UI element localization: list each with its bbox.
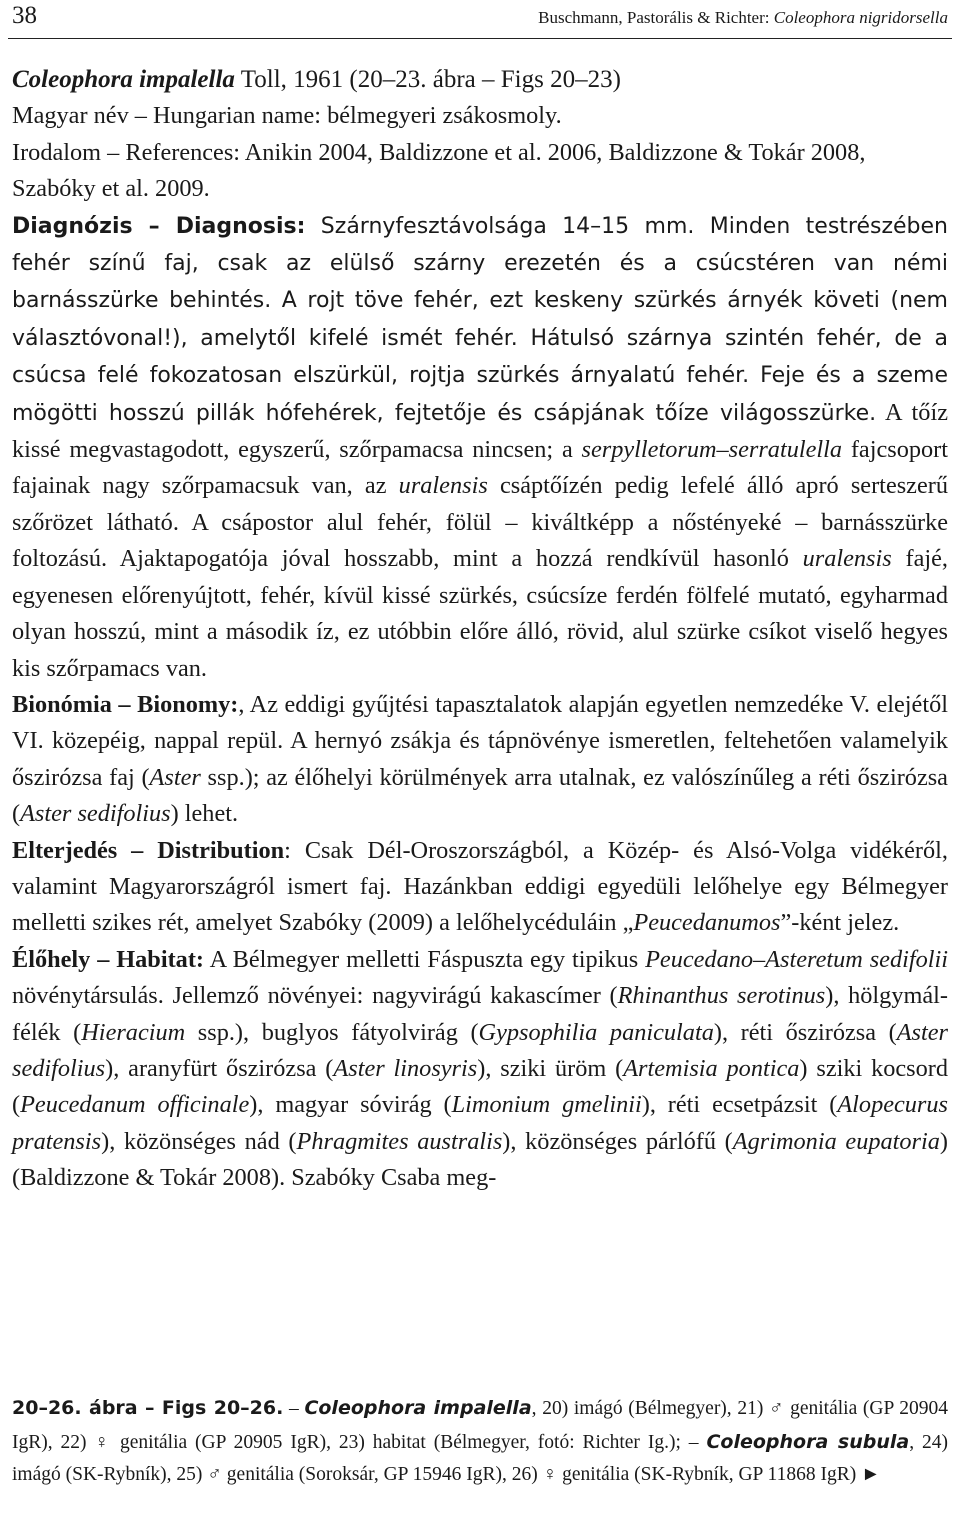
habitat-text: ), hölgymál-félék (	[12, 982, 948, 1046]
habitat-text: A Bélmegyer melletti Fáspuszta egy tipikus	[204, 945, 646, 973]
page-number: 38	[12, 2, 37, 29]
diagnosis-text: A tőíz kissé megvastagodott, egyszerű, szőrpamacsa nincsen; a	[12, 398, 948, 464]
habitat-italic: Agrimonia eupatoria	[732, 1127, 940, 1155]
page-header	[12, 0, 948, 40]
distribution-italic: Peucedanumos	[633, 909, 781, 937]
diagnosis-text: csáptőízén pedig lefelé álló apró serteszerű szőrözet látható. A csápostor alul fehér, fölül – kiváltképp a nőstényeké – barnásszürke foltozású. Ajaktapogatója jóval hosszabb, mint a hozzá rendkívül hasonló	[12, 472, 948, 573]
distribution-text: ”-ként jelez.	[780, 909, 900, 937]
diagnosis-text: fajé, egyenesen előrenyújtott, fehér, kívül kissé szürkés, csúcsíze ferdén fölfelé mutató, egyharmad olyan hosszú, mint a második íz, ez utóbbin előre álló, rövid, alul szürke csíkot viselő hegyes kis szőrpamacs van.	[12, 545, 948, 682]
hungarian-name-line: Magyar név – Hungarian name: bélmegyeri zsákosmoly.	[12, 102, 562, 130]
habitat-italic: Alopecurus pratensis	[12, 1091, 948, 1155]
habitat-italic: Artemisia pontica	[623, 1054, 800, 1082]
habitat-italic: Limonium gmelinii	[451, 1091, 642, 1119]
species-authority: Toll, 1961 (20–23. ábra – Figs 20–23)	[234, 66, 621, 93]
running-head-title: Coleophora nigridorsella	[773, 8, 948, 27]
caption-species-1: Coleophora impalella	[304, 1397, 532, 1419]
diagnosis-text: fajcsoport fajainak nagy szőrpamacsuk van, az	[12, 436, 948, 500]
habitat-italic: Peucedanum officinale	[20, 1091, 250, 1119]
distribution-text: : Csak Dél-Oroszországból, a Közép- és Alsó-Volga vidékéről, valamint Magyarországról ismert faj. Hazánkban eddigi egyedüli lelőhelye egy Bélmegyer melletti szikes rét, amelyet Szabóky (2009) a lelőhelycéduláin „	[12, 836, 948, 937]
habitat-italic: Aster sedifolius	[12, 1018, 949, 1082]
habitat-text: növénytársulás. Jellemző növényei: nagyvirágú kakascímer (	[12, 982, 618, 1010]
habitat-text: ), réti őszirózsa (	[713, 1018, 897, 1046]
distribution-label: Elterjedés – Distribution	[12, 836, 285, 864]
species-name: Coleophora impalella	[12, 66, 235, 93]
bionomy-text: ) lehet.	[170, 800, 239, 828]
bionomy-italic: Aster	[149, 763, 201, 791]
habitat-text: ), közönséges nád (	[101, 1127, 297, 1155]
habitat-italic: Peucedano–Asteretum sedifolii	[645, 945, 948, 973]
habitat-italic: Rhinanthus serotinus	[617, 982, 826, 1010]
diagnosis-italic: uralensis	[398, 472, 488, 500]
article-body	[12, 62, 948, 1197]
habitat-text: ssp.), buglyos fátyolvirág (	[185, 1018, 479, 1046]
references-line: Irodalom – References: Anikin 2004, Baldizzone et al. 2006, Baldizzone & Tokár 2008, Szabóky et al. 2009.	[12, 138, 866, 203]
caption-species-2: Coleophora subula	[706, 1430, 910, 1453]
habitat-text: ) (Baldizzone & Tokár 2008). Szabóky Csaba meg-	[12, 1127, 948, 1192]
habitat-text: ), sziki üröm (	[477, 1054, 624, 1082]
header-rule	[8, 38, 952, 39]
habitat-italic: Gypsophilia paniculata	[478, 1018, 714, 1046]
diagnosis-italic: serpylletorum–serratulella	[581, 436, 843, 464]
species-title	[12, 62, 948, 98]
habitat-text: ), közönséges párlófű (	[502, 1127, 733, 1155]
habitat-text: ), réti ecsetpázsit (	[641, 1091, 838, 1119]
caption-label: 20–26. ábra – Figs 20–26.	[12, 1397, 284, 1419]
caption-text: , 20) imágó (Bélmegyer), 21) ♂ genitália (GP 20904 IgR), 22) ♀ genitália (GP 20905 IgR), 23) habitat (Bélmegyer, fotó: Richter Ig.); –	[12, 1398, 949, 1453]
bionomy-text: , Az eddigi gyűjtési tapasztalatok alapján egyetlen nemzedéke V. elejétől VI. közepéig, nappal repül. A hernyó zsákja és tápnövénye ismeretlen, feltehetően valamelyik őszirózsa faj (	[12, 690, 948, 791]
caption-text: –	[283, 1398, 305, 1419]
running-head-authors: Buschmann, Pastorális & Richter:	[538, 8, 774, 27]
habitat-text: ), aranyfürt őszirózsa (	[105, 1054, 334, 1082]
bionomy-label: Bionómia – Bionomy:	[12, 690, 239, 718]
diagnosis-label: Diagnózis – Diagnosis:	[12, 213, 306, 239]
habitat-italic: Aster linosyris	[333, 1054, 478, 1082]
habitat-text: ) sziki kocsord (	[12, 1054, 949, 1119]
bionomy-paragraph	[12, 687, 948, 833]
habitat-label: Élőhely – Habitat:	[12, 945, 204, 973]
habitat-paragraph	[12, 942, 948, 1197]
diagnosis-italic: uralensis	[802, 545, 892, 573]
distribution-paragraph	[12, 833, 948, 942]
running-head	[538, 8, 948, 28]
habitat-italic: Phragmites australis	[296, 1127, 503, 1155]
habitat-italic: Hieracium	[81, 1018, 186, 1046]
bionomy-italic: Aster sedifolius	[20, 800, 171, 828]
figure-caption	[12, 1392, 948, 1492]
caption-text: , 24) imágó (SK-Rybník), 25) ♂ genitália (Soroksár, GP 15946 IgR), 26) ♀ genitália (SK-Rybník, GP 11868 IgR) ►	[12, 1431, 949, 1485]
diagnosis-text-sans: Szárnyfesztávolsága 14–15 mm. Minden testrészében fehér színű faj, csak az elülső szárny erezetén és a csúcstéren van némi barnásszürke behintés. A rojt töve fehér, ezt keskeny szürkés árnyék követi (nem választóvonal!), amelytől kifelé ismét fehér. Hátulsó szárnya szintén fehér, de a csúcsa felé fokozatosan elszürkül, rojtja szürkés árnyalatú fehér. Feje és a szeme mögötti hosszú pillák hófehérek, fejtetője és csápjának tőíze világosszürke.	[12, 213, 948, 426]
habitat-text: ), magyar sóvirág (	[249, 1091, 452, 1119]
diagnosis-paragraph	[12, 208, 948, 687]
bionomy-text: ssp.); az élőhelyi körülmények arra utalnak, ez valószínűleg a réti őszirózsa (	[12, 763, 948, 828]
